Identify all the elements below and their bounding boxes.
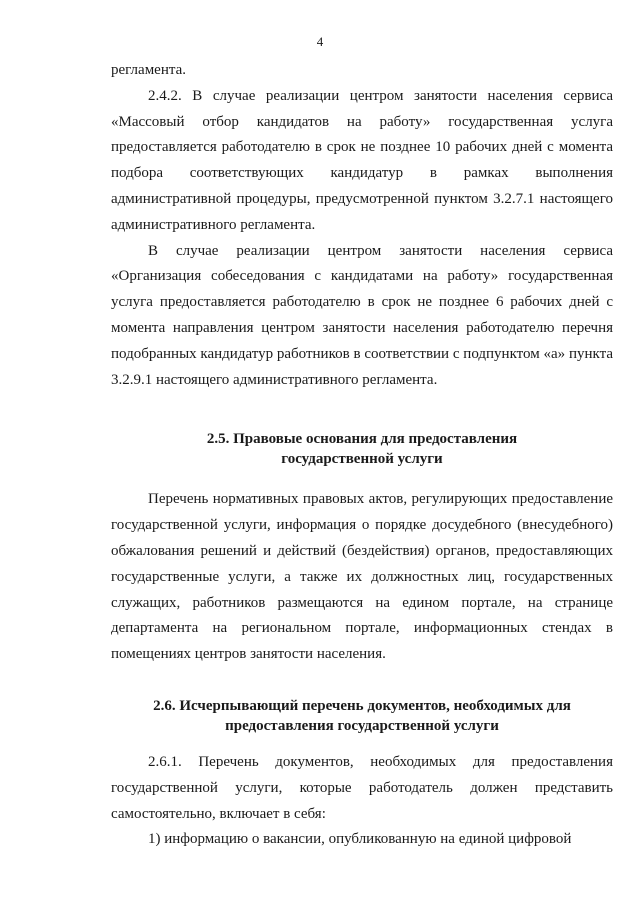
section-heading-2-5-line2: государственной услуги: [281, 451, 443, 468]
section-heading-2-5-line1: 2.5. Правовые основания для предоставления: [206, 431, 518, 448]
paragraph-interview-service: В случае реализации центром занятости населения сервиса «Организация собеседования с кандидатами на работу» государственная услуга предоставляется работодателю в срок не позднее 6 рабочих дней с момента направления центром занятости населения работодателю перечня подобранных кандидатур работников в соответствии с подпунктом «а» пункта 3.2.9.1 настоящего административного регламента.: [111, 242, 613, 388]
section-heading-2-6-line1: 2.6. Исчерпывающий перечень документов, необходимых для: [153, 697, 571, 714]
section-heading-2-6-line2: предоставления государственной услуги: [225, 717, 499, 734]
paragraph-list-item-1: 1) информацию о вакансии, опубликованную на единой цифровой: [148, 831, 572, 848]
paragraph-2-5: Перечень нормативных правовых актов, регулирующих предоставление государственной услуги, информация о порядке досудебного (внесудебного) обжалования решений и действий (бездействия) органов, предоставляющих государственные услуги, а также их должностных лиц, государственных служащих, работников размещаются на едином портале, на странице департамента на региональном портале, информационных стендах в помещениях центров занятости населения.: [111, 491, 613, 663]
section-heading-2-6: [111, 696, 613, 736]
paragraph-continuation: регламента.: [111, 62, 187, 78]
section-heading-2-5: [111, 429, 613, 469]
page-number: 4: [316, 34, 324, 49]
document-body: [111, 58, 613, 853]
paragraph-2-6-1: 2.6.1. Перечень документов, необходимых для предоставления государственной услуги, которые работодатель должен представить самостоятельно, включает в себя:: [111, 753, 613, 822]
paragraph-2-4-2: 2.4.2. В случае реализации центром занятости населения сервиса «Массовый отбор кандидатов на работу» государственная услуга предоставляется работодателю в срок не позднее 10 рабочих дней с момента подбора соответствующих кандидатур в рамках выполнения административной процедуры, предусмотренной пунктом 3.2.7.1 настоящего административного регламента.: [111, 87, 613, 233]
